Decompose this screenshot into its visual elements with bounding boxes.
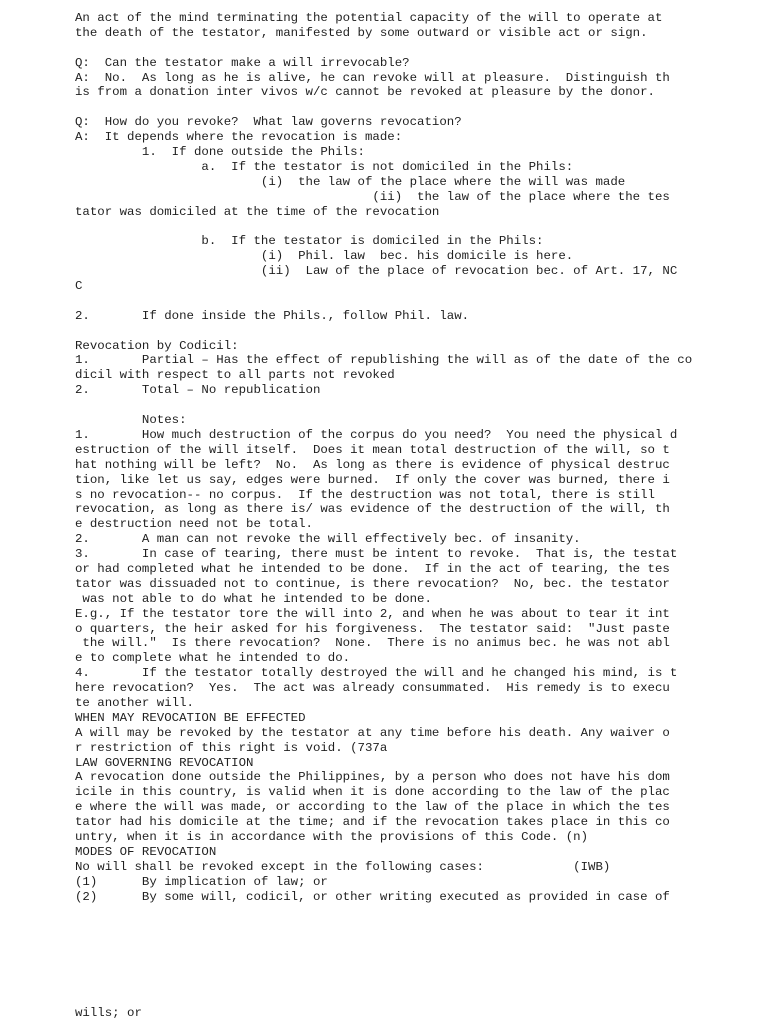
text-line: tator was dissuaded not to continue, is there revocation? No, bec. the testator (75, 576, 670, 591)
text-line: was not able to do what he intended to be done. (75, 591, 432, 606)
text-line: No will shall be revoked except in the following cases: (IWB) (75, 859, 611, 874)
text-line: (2) By some will, codicil, or other writing executed as provided in case of (75, 889, 670, 904)
text-line: icile in this country, is valid when it is done according to the law of the plac (75, 785, 670, 800)
text-line: (i) Phil. law bec. his domicile is here. (75, 249, 574, 264)
text-line: LAW GOVERNING REVOCATION (75, 755, 254, 770)
text-line: Notes: (75, 413, 187, 428)
text-line: A: It depends where the revocation is made: (75, 130, 403, 145)
text-line: Q: How do you revoke? What law governs revocation? (75, 115, 462, 130)
text-line: e to complete what he intended to do. (75, 651, 351, 666)
text-line: A revocation done outside the Philippines, by a person who does not have his dom (75, 770, 670, 785)
text-line: hat nothing will be left? No. As long as there is evidence of physical destruc (75, 457, 670, 472)
text-line: Q: Can the testator make a will irrevocable? (75, 55, 410, 70)
text-line: o quarters, the heir asked for his forgiveness. The testator said: "Just paste (75, 621, 670, 636)
text-line: (i) the law of the place where the will was made (75, 174, 626, 189)
text-line: e where the will was made, or according to the law of the place in which the tes (75, 800, 670, 815)
text-line: dicil with respect to all parts not revoked (75, 368, 395, 383)
text-line: estruction of the will itself. Does it mean total destruction of the will, so t (75, 442, 670, 457)
text-line: A: No. As long as he is alive, he can revoke will at pleasure. Distinguish th (75, 70, 670, 85)
text-line: A will may be revoked by the testator at any time before his death. Any waiver o (75, 725, 670, 740)
text-line: C (75, 279, 83, 294)
text-line: WHEN MAY REVOCATION BE EFFECTED (75, 710, 306, 725)
trailing-line: wills; or (75, 1006, 142, 1020)
document-body (75, 11, 755, 904)
text-line: 1. If done outside the Phils: (75, 145, 365, 160)
blank-line (75, 219, 755, 234)
text-line: tator had his domicile at the time; and if the revocation takes place in this co (75, 815, 670, 830)
text-line: (1) By implication of law; or (75, 874, 328, 889)
text-line: 2. Total – No republication (75, 383, 321, 398)
text-line: tion, like let us say, edges were burned. If only the cover was burned, there i (75, 472, 670, 487)
text-line: E.g., If the testator tore the will into 2, and when he was about to tear it int (75, 606, 670, 621)
text-line: 1. How much destruction of the corpus do you need? You need the physical d (75, 427, 678, 442)
text-line: or had completed what he intended to be done. If in the act of tearing, the tes (75, 561, 670, 576)
text-line: 1. Partial – Has the effect of republishing the will as of the date of the co (75, 353, 693, 368)
blank-line (75, 398, 755, 413)
text-line: 3. In case of tearing, there must be intent to revoke. That is, the testat (75, 547, 678, 562)
text-line: te another will. (75, 695, 194, 710)
blank-line (75, 100, 755, 115)
text-line: is from a donation inter vivos w/c cannot be revoked at pleasure by the donor. (75, 85, 655, 100)
text-line: Revocation by Codicil: (75, 338, 239, 353)
text-line: tator was domiciled at the time of the revocation (75, 204, 440, 219)
text-line: e destruction need not be total. (75, 517, 313, 532)
text-line: r restriction of this right is void. (737a (75, 740, 388, 755)
text-line: b. If the testator is domiciled in the Phils: (75, 234, 544, 249)
text-line: 2. A man can not revoke the will effectively bec. of insanity. (75, 532, 581, 547)
text-line: s no revocation-- no corpus. If the destruction was not total, there is still (75, 487, 655, 502)
text-line: An act of the mind terminating the potential capacity of the will to operate at (75, 11, 663, 25)
text-line: 2. If done inside the Phils., follow Phil. law. (75, 308, 470, 323)
text-line: revocation, as long as there is/ was evidence of the destruction of the will, th (75, 502, 670, 517)
text-line: the death of the testator, manifested by some outward or visible act or sign. (75, 25, 648, 40)
text-line: here revocation? Yes. The act was already consummated. His remedy is to execu (75, 681, 670, 696)
text-line: untry, when it is in accordance with the provisions of this Code. (n) (75, 829, 589, 844)
text-line: the will." Is there revocation? None. There is no animus bec. he was not abl (75, 636, 670, 651)
text-line: a. If the testator is not domiciled in the Phils: (75, 159, 574, 174)
text-line: 4. If the testator totally destroyed the will and he changed his mind, is t (75, 666, 678, 681)
blank-line (75, 294, 755, 309)
text-line: MODES OF REVOCATION (75, 844, 217, 859)
text-line: (ii) the law of the place where the tes (75, 189, 670, 204)
blank-line (75, 324, 755, 339)
blank-line (75, 41, 755, 56)
text-line: (ii) Law of the place of revocation bec. of Art. 17, NC (75, 264, 678, 279)
